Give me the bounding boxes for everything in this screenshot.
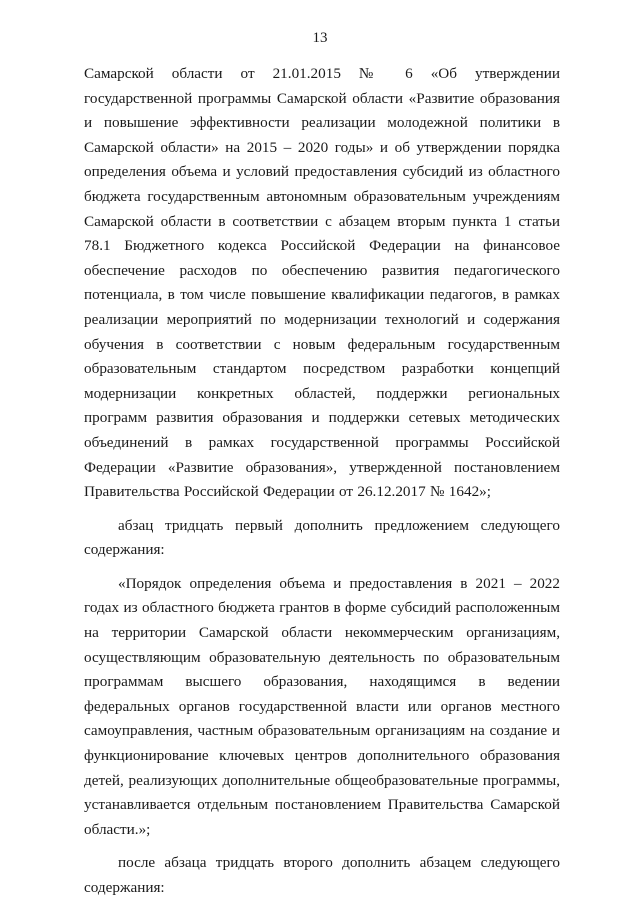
paragraph-amendment-1: абзац тридцать первый дополнить предложением следующего содержания: [84, 516, 560, 559]
paragraph-quoted-provision: «Порядок определения объема и предоставления в 2021 – 2022 годах из областного бюджета грантов в форме субсидий расположенным на территории Самарской области некоммерческим организациям, осуществляющим образовательную деятельность по образовательным программам высшего образования, находящимся в ведении федеральных органов государственной власти или органов местного самоуправления, частным образовательным организациям на создание и функционирование ключевых центров дополнительного образования детей, реализующих дополнительные общеобразовательные программы, устанавливается отдельным постановлением Правительства Самарской области.»; [84, 574, 560, 838]
document-body [84, 62, 560, 910]
page-number: 13 [312, 30, 328, 46]
paragraph-amendment-2: после абзаца тридцать второго дополнить абзацем следующего содержания: [84, 854, 560, 896]
paragraph-continuation: Самарской области от 21.01.2015 № 6 «Об утверждении государственной программы Самарской области «Развитие образования и повышение эффективности реализации молодежной политики в Самарской области» на 2015 – 2020 годы» и об утверждении порядка определения объема и условий предоставления субсидий из областного бюджета государственным автономным образовательным учреждениям Самарской области в соответствии с абзацем вторым пункта 1 статьи 78.1 Бюджетного кодекса Российской Федерации на финансовое обеспечение расходов по обеспечению развития педагогического потенциала, в том числе повышение квалификации педагогов, в рамках реализации мероприятий по модернизации технологий и содержания обучения в соответствии с новым федеральным государственным образовательным стандартом посредством разработки концепций модернизации конкретных областей, поддержки региональных программ развития образования и поддержки сетевых методических объединений в рамках государственной программы Российской Федерации «Развитие образования», утвержденной постановлением Правительства Российской Федерации от 26.12.2017 № 1642»; [84, 65, 560, 501]
